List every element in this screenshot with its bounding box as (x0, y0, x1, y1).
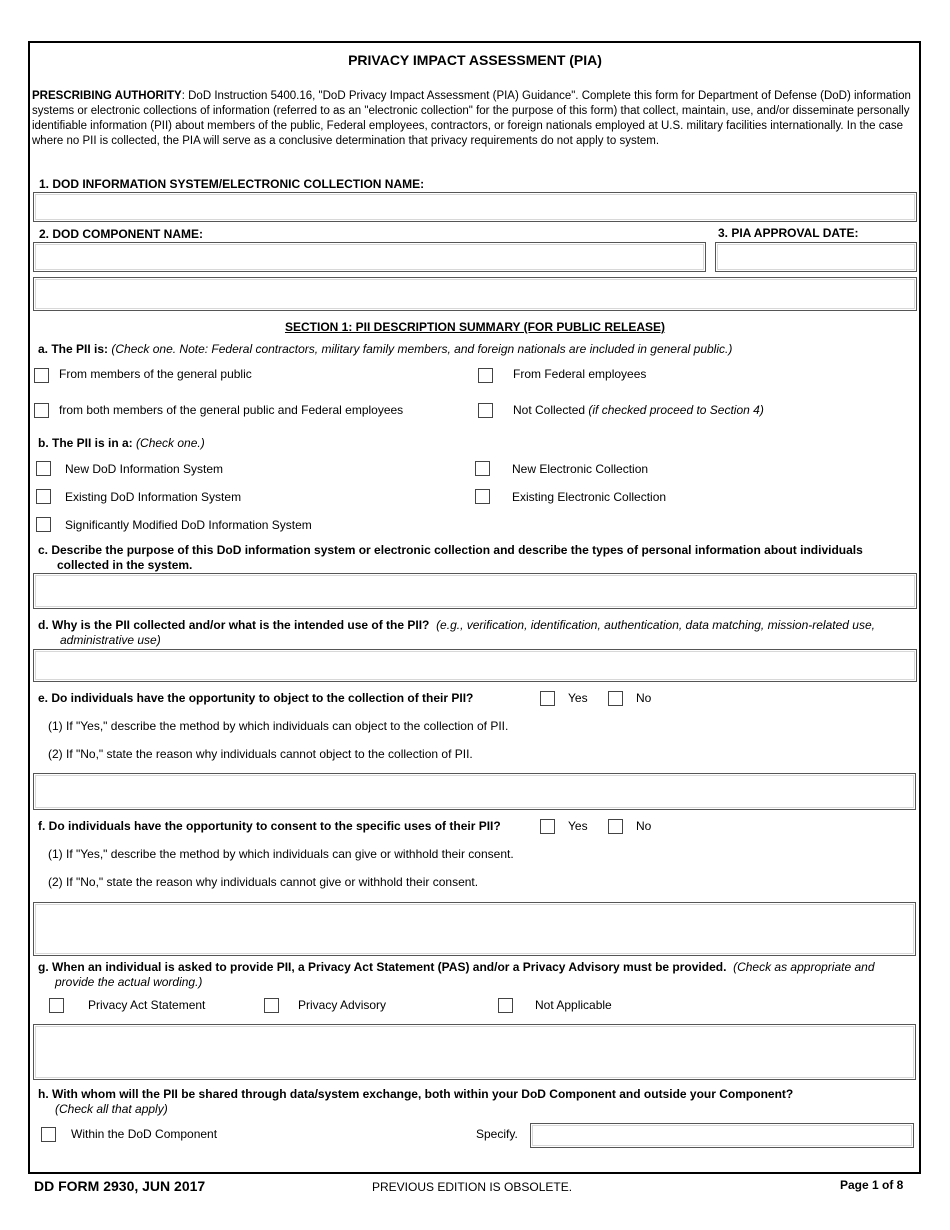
authority-text: : DoD Instruction 5400.16, "DoD Privacy Impact Assessment (PIA) Guidance". Complete this form for Department of Defense (DoD) information systems or electronic collections of information (referred to as an "electronic collection" for the purpose of this form) that collect, maintain, use, and/or disseminate personally identifiable information (PII) about members of the public, Federal employees, contractors, or foreign nationals employed at U.S. military facilities internationally. In the case where no PII is collected, the PIA will serve as a conclusive determination that privacy requirements do not apply to system. (32, 90, 911, 147)
checkbox-within-dod-component[interactable] (41, 1127, 56, 1142)
question-d-label: d. Why is the PII collected and/or what is the intended use of the PII? (38, 618, 430, 632)
checkbox-modified-dod-system[interactable] (36, 517, 51, 532)
question-h-label: h. With whom will the PII be shared through data/system exchange, both within your DoD Component and outside your Component? (38, 1087, 794, 1101)
checkbox-not-applicable[interactable] (498, 998, 513, 1013)
page-number: Page 1 of 8 (840, 1178, 904, 1192)
option-within-dod-component: Within the DoD Component (71, 1127, 218, 1141)
system-name-label: 1. DOD INFORMATION SYSTEM/ELECTRONIC COLLECTION NAME: (39, 177, 425, 191)
question-g-note2: provide the actual wording.) (55, 975, 203, 989)
component-name-label: 2. DOD COMPONENT NAME: (39, 227, 204, 241)
purpose-field[interactable] (33, 573, 917, 609)
object-explanation-field[interactable] (33, 773, 916, 810)
form-number: DD FORM 2930, JUN 2017 (34, 1178, 206, 1194)
question-g-note1: (Check as appropriate and (733, 960, 875, 974)
question-d (38, 618, 875, 633)
question-b (38, 436, 205, 451)
question-h-note: (Check all that apply) (55, 1102, 168, 1116)
checkbox-object-no[interactable] (608, 691, 623, 706)
question-a-note: (Check one. Note: Federal contractors, military family members, and foreign nationals are included in general public.) (111, 342, 733, 356)
option-new-electronic-collection: New Electronic Collection (512, 462, 649, 476)
question-e-sub1: (1) If "Yes," describe the method by which individuals can object to the collection of PII. (48, 719, 509, 733)
approval-date-field[interactable] (715, 242, 917, 272)
checkbox-object-yes[interactable] (540, 691, 555, 706)
option-existing-dod-system: Existing DoD Information System (65, 490, 242, 504)
authority-label: PRESCRIBING AUTHORITY (32, 90, 182, 102)
question-a (38, 342, 732, 357)
section-1-heading: SECTION 1: PII DESCRIPTION SUMMARY (FOR PUBLIC RELEASE) (284, 320, 666, 334)
checkbox-not-collected[interactable] (478, 403, 493, 418)
checkbox-public-and-federal[interactable] (34, 403, 49, 418)
checkbox-privacy-act-statement[interactable] (49, 998, 64, 1013)
component-name-field[interactable] (33, 242, 706, 272)
specify-label: Specify. (476, 1127, 518, 1141)
checkbox-consent-yes[interactable] (540, 819, 555, 834)
checkbox-consent-no[interactable] (608, 819, 623, 834)
privacy-wording-field[interactable] (33, 1024, 916, 1080)
question-e-label: e. Do individuals have the opportunity to object to the collection of their PII? (38, 691, 474, 705)
checkbox-privacy-advisory[interactable] (264, 998, 279, 1013)
question-g (38, 960, 875, 975)
consent-no-label: No (636, 819, 652, 833)
object-yes-label: Yes (568, 691, 588, 705)
checkbox-existing-dod-system[interactable] (36, 489, 51, 504)
option-federal-employees: From Federal employees (513, 367, 647, 381)
option-privacy-advisory: Privacy Advisory (298, 998, 387, 1012)
form-title: PRIVACY IMPACT ASSESSMENT (PIA) (348, 52, 602, 68)
edition-notice: PREVIOUS EDITION IS OBSOLETE. (372, 1180, 573, 1194)
option-privacy-act-statement: Privacy Act Statement (88, 998, 206, 1012)
question-g-label: g. When an individual is asked to provide PII, a Privacy Act Statement (PAS) and/or a Privacy Advisory must be provided. (38, 960, 727, 974)
component-subname-field[interactable] (33, 277, 917, 311)
intended-use-field[interactable] (33, 649, 917, 682)
consent-explanation-field[interactable] (33, 902, 916, 956)
option-modified-dod-system: Significantly Modified DoD Information System (65, 518, 312, 532)
question-a-label: a. The PII is: (38, 342, 109, 356)
consent-yes-label: Yes (568, 819, 588, 833)
prescribing-authority (32, 89, 912, 149)
option-new-dod-system: New DoD Information System (65, 462, 224, 476)
question-f-sub2: (2) If "No," state the reason why individuals cannot give or withhold their consent. (48, 875, 479, 889)
question-f-label: f. Do individuals have the opportunity to consent to the specific uses of their PII? (38, 819, 501, 833)
checkbox-general-public[interactable] (34, 368, 49, 383)
question-e-sub2: (2) If "No," state the reason why individuals cannot object to the collection of PII. (48, 747, 473, 761)
option-not-applicable: Not Applicable (535, 998, 612, 1012)
checkbox-existing-electronic-collection[interactable] (475, 489, 490, 504)
question-b-note: (Check one.) (136, 436, 205, 450)
checkbox-new-electronic-collection[interactable] (475, 461, 490, 476)
not-collected-note: (if checked proceed to Section 4) (588, 403, 764, 417)
option-not-collected-label: Not Collected (513, 403, 586, 417)
question-b-label: b. The PII is in a: (38, 436, 133, 450)
question-c-line2: collected in the system. (57, 558, 193, 572)
approval-date-label: 3. PIA APPROVAL DATE: (718, 226, 859, 240)
specify-field[interactable] (530, 1123, 914, 1148)
question-d-note2: administrative use) (60, 633, 161, 647)
object-no-label: No (636, 691, 652, 705)
option-not-collected (513, 403, 764, 417)
checkbox-federal-employees[interactable] (478, 368, 493, 383)
option-existing-electronic-collection: Existing Electronic Collection (512, 490, 667, 504)
question-d-note1: (e.g., verification, identification, authentication, data matching, mission-related use, (436, 618, 875, 632)
system-name-field[interactable] (33, 192, 917, 222)
question-f-sub1: (1) If "Yes," describe the method by which individuals can give or withhold their consent. (48, 847, 514, 861)
checkbox-new-dod-system[interactable] (36, 461, 51, 476)
question-c-line1: c. Describe the purpose of this DoD information system or electronic collection and describe the types of personal information about individuals (38, 543, 863, 557)
option-general-public: From members of the general public (59, 367, 252, 381)
option-public-and-federal: from both members of the general public and Federal employees (59, 403, 404, 417)
